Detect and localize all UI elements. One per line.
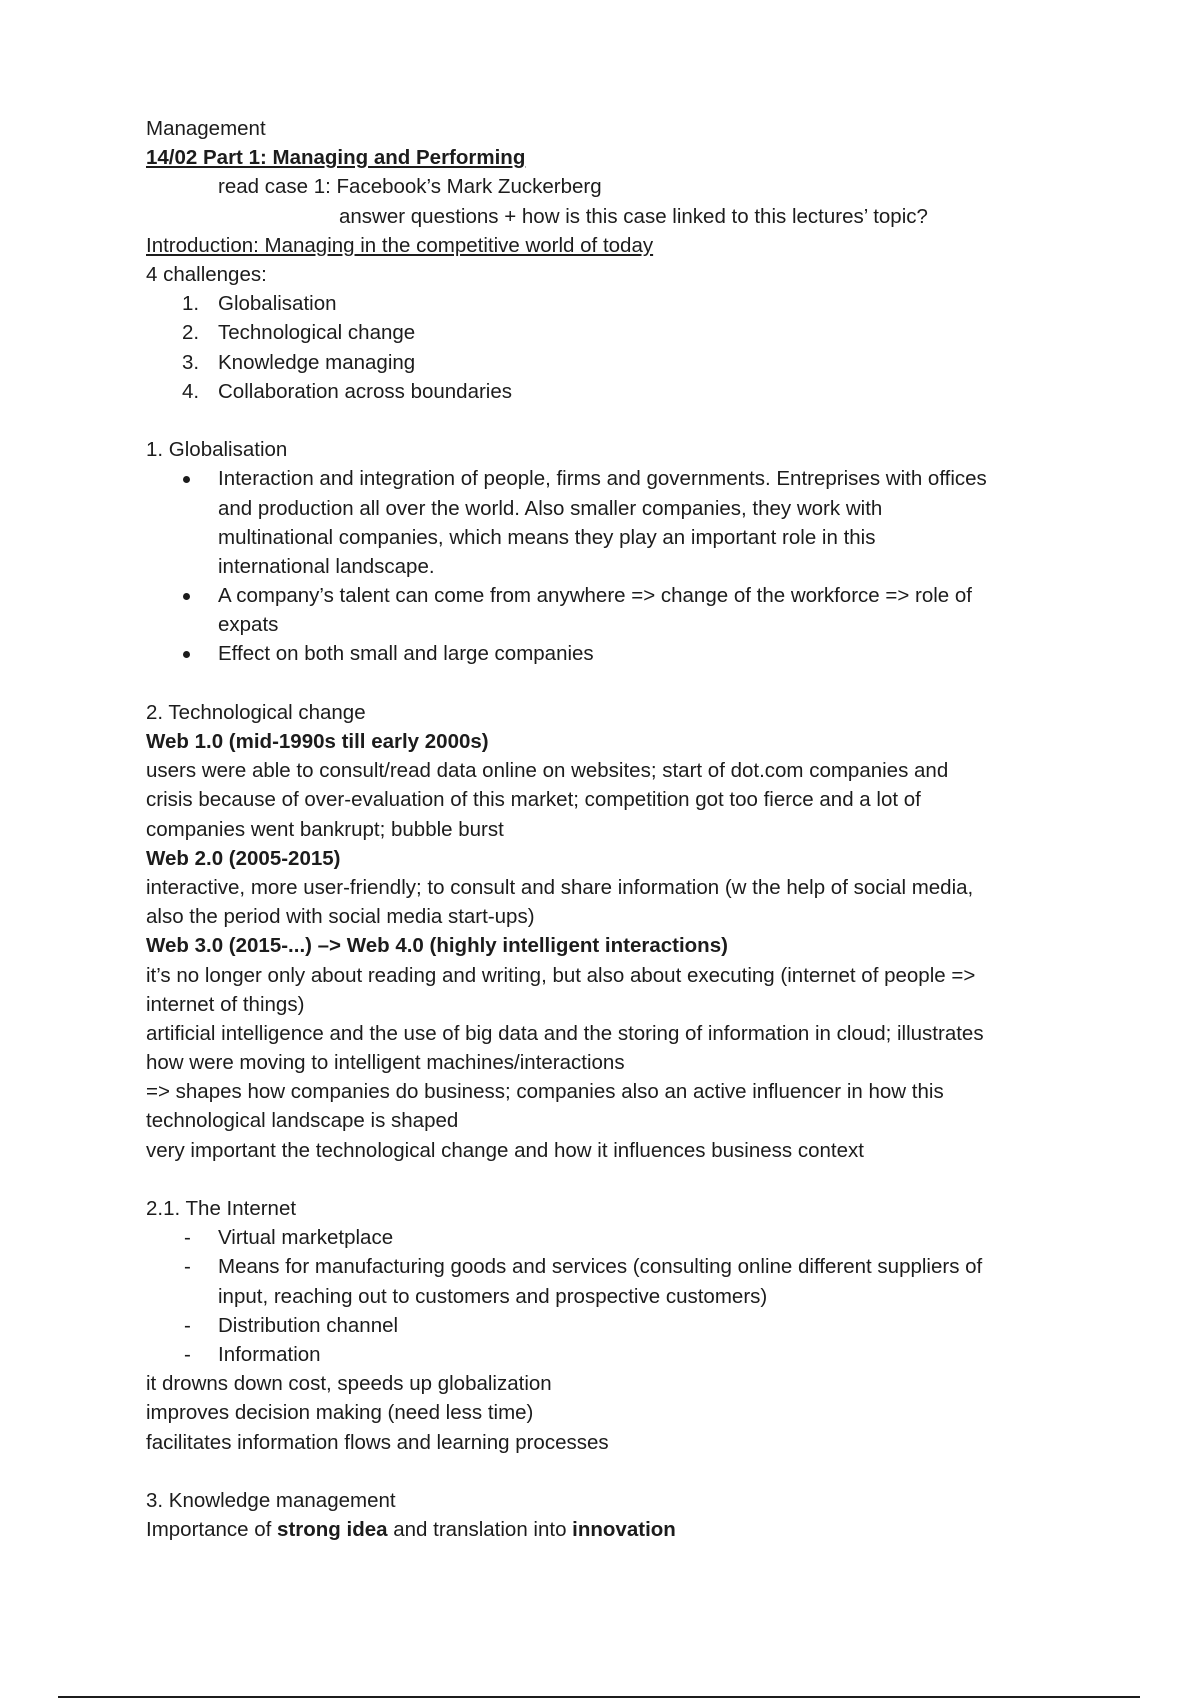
intro-heading: Introduction: Managing in the competitive world of today — [146, 233, 654, 257]
knowledge-heading: 3. Knowledge management — [146, 1488, 396, 1512]
dash-item — [146, 1340, 1066, 1369]
bullet-line: Interaction and integration of people, firms and governments. Entreprises with offices — [218, 467, 987, 491]
web3-line: artificial intelligence and the use of big data and the storing of information in cloud; illustrates — [146, 1021, 984, 1045]
list-number: 1. — [182, 292, 200, 316]
list-number: 4. — [182, 379, 200, 403]
bullet-icon — [183, 476, 190, 483]
globalisation-bullets — [146, 464, 1066, 668]
internet-note: facilitates information flows and learning processes — [146, 1430, 609, 1454]
bullet-line: expats — [218, 613, 279, 637]
web2-line: also the period with social media start-ups) — [146, 905, 535, 929]
dash-icon: - — [184, 1342, 191, 1366]
spacer — [146, 1457, 1066, 1486]
dash-item — [146, 1252, 1066, 1310]
answer-line: answer questions + how is this case linked to this lectures’ topic? — [339, 204, 928, 228]
dash-item — [146, 1311, 1066, 1340]
web3-line: technological landscape is shaped — [146, 1109, 459, 1133]
bullet-item — [146, 464, 1066, 581]
internet-note: improves decision making (need less time) — [146, 1401, 534, 1425]
dash-line: Distribution channel — [218, 1313, 399, 1337]
page-title: 14/02 Part 1: Managing and Performing — [146, 146, 526, 170]
dash-line: Means for manufacturing goods and services (consulting online different suppliers of — [218, 1255, 983, 1279]
dash-item — [146, 1223, 1066, 1252]
bullet-line: Effect on both small and large companies — [218, 642, 594, 666]
subject-label: Management — [146, 117, 266, 140]
web1-line: companies went bankrupt; bubble burst — [146, 817, 504, 841]
bullet-line: multinational companies, which means they play an important role in this — [218, 525, 876, 549]
list-number: 2. — [182, 321, 200, 345]
list-item-text: Collaboration across boundaries — [218, 379, 513, 403]
bullet-item — [146, 581, 1066, 639]
spacer — [146, 406, 1066, 435]
page-bottom-divider — [58, 1696, 1140, 1698]
bullet-icon — [183, 593, 190, 600]
dash-line: input, reaching out to customers and prospective customers) — [218, 1284, 768, 1308]
globalisation-heading: 1. Globalisation — [146, 438, 288, 462]
list-number: 3. — [182, 350, 200, 374]
web3-line: internet of things) — [146, 992, 305, 1016]
bullet-line: A company’s talent can come from anywhere => change of the workforce => role of — [218, 584, 972, 608]
list-item-text: Knowledge managing — [218, 350, 416, 374]
spacer — [146, 669, 1066, 698]
bullet-line: international landscape. — [218, 554, 435, 578]
knowledge-bold-term: strong idea — [277, 1518, 388, 1542]
web1-title: Web 1.0 (mid-1990s till early 2000s) — [146, 730, 489, 753]
list-item — [146, 289, 1066, 318]
challenges-list — [146, 289, 1066, 406]
knowledge-text: Importance of — [146, 1518, 278, 1542]
tech-heading: 2. Technological change — [146, 700, 366, 724]
internet-heading: 2.1. The Internet — [146, 1197, 297, 1220]
bullet-icon — [183, 651, 190, 658]
web3-line: how were moving to intelligent machines/interactions — [146, 1051, 625, 1075]
web2-title: Web 2.0 (2005-2015) — [146, 846, 341, 870]
web3-line: very important the technological change and how it influences business context — [146, 1138, 864, 1162]
list-item-text: Technological change — [218, 321, 416, 345]
list-item — [146, 377, 1066, 406]
web3-title: Web 3.0 (2015-...) –> Web 4.0 (highly intelligent interactions) — [146, 934, 728, 958]
dash-icon: - — [184, 1255, 191, 1279]
knowledge-sentence — [146, 1515, 1066, 1544]
web1-line: users were able to consult/read data online on websites; start of dot.com companies and — [146, 759, 949, 783]
list-item — [146, 348, 1066, 377]
web1-line: crisis because of over-evaluation of this market; competition got too fierce and a lot of — [146, 788, 921, 812]
dash-line: Virtual marketplace — [218, 1226, 394, 1250]
case-line: read case 1: Facebook’s Mark Zuckerberg — [218, 175, 602, 199]
challenges-label: 4 challenges: — [146, 262, 267, 286]
dash-line: Information — [218, 1342, 321, 1366]
list-item — [146, 318, 1066, 347]
document-page — [146, 114, 1066, 1544]
dash-icon: - — [184, 1226, 191, 1250]
spacer — [146, 1165, 1066, 1194]
knowledge-text: and translation into — [387, 1518, 573, 1542]
dash-icon: - — [184, 1313, 191, 1337]
web3-line: => shapes how companies do business; companies also an active influencer in how this — [146, 1080, 944, 1104]
internet-note: it drowns down cost, speeds up globalization — [146, 1372, 552, 1396]
internet-list — [146, 1223, 1066, 1369]
bullet-item — [146, 639, 1066, 668]
web3-line: it’s no longer only about reading and writing, but also about executing (internet of people => — [146, 963, 976, 987]
web2-line: interactive, more user-friendly; to consult and share information (w the help of social media, — [146, 875, 974, 899]
knowledge-bold-term: innovation — [572, 1518, 676, 1542]
list-item-text: Globalisation — [218, 292, 337, 316]
bullet-line: and production all over the world. Also smaller companies, they work with — [218, 496, 883, 520]
